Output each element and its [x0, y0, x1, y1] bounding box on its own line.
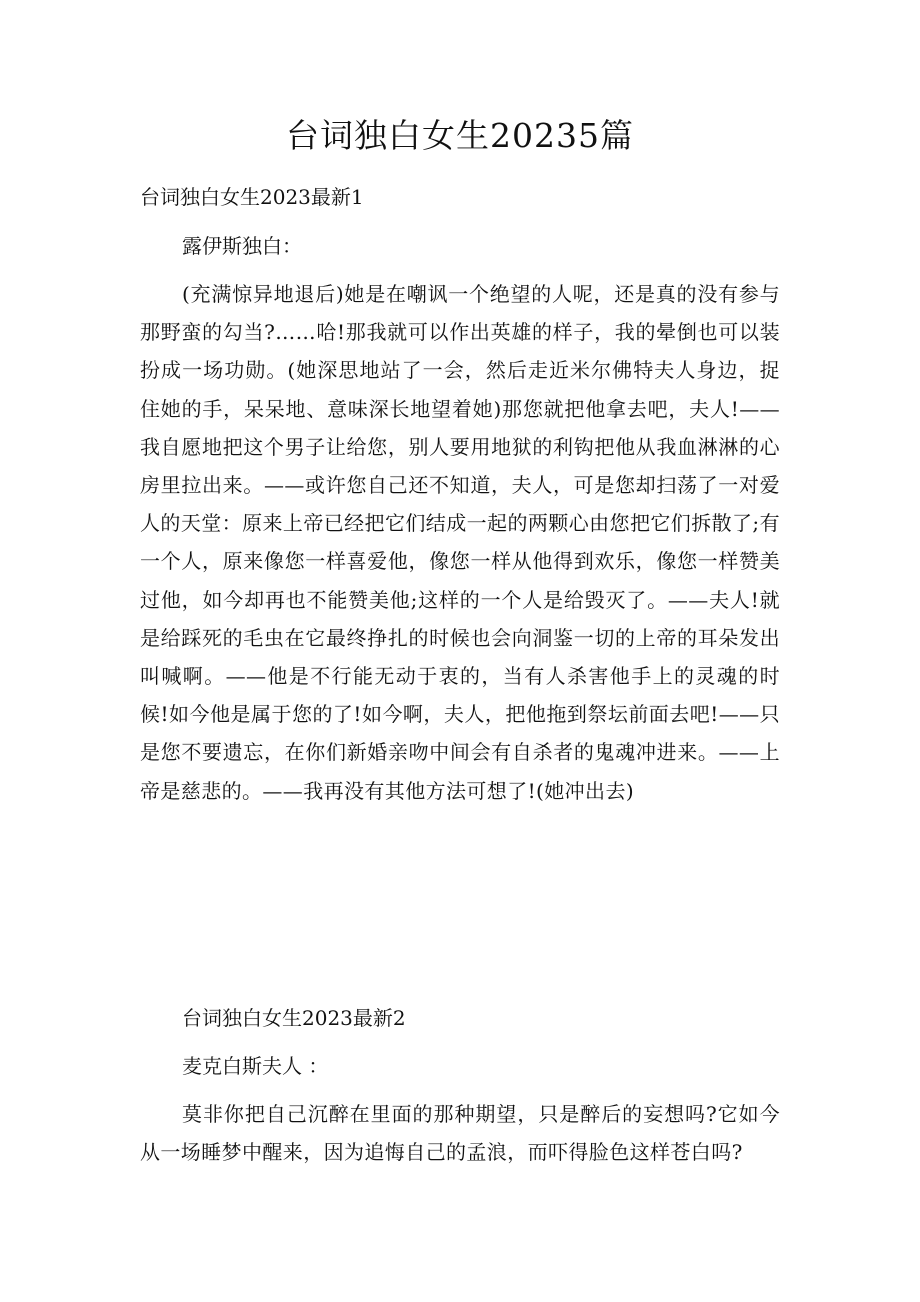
speaker-label-2: 麦克白斯夫人 ： — [182, 1054, 329, 1078]
speaker-label-1: 露伊斯独白： — [182, 234, 302, 258]
section-heading-1: 台词独白女生2023最新1 — [140, 185, 364, 209]
monologue-paragraph-1: (充满惊异地退后)她是在嘲讽一个绝望的人呢，还是真的没有参与那野蛮的勾当?……哈!那我就可以作出英雄的样子，我的晕倒也可以装扮成一场功勋。(她深思地站了一会，然后走近米尔佛特夫人身边，捉住她的手，呆呆地、意味深长地望着她)那您就把他拿去吧，夫人!——我自愿地把这个男子让给您，别人要用地狱的利钩把他从我血淋淋的心房里拉出来。——或许您自己还不知道，夫人，可是您却扫荡了一对爱人的天堂：原来上帝已经把它们结成一起的两颗心由您把它们拆散了;有一个人，原来像您一样喜爱他，像您一样从他得到欢乐，像您一样赞美过他，如今却再也不能赞美他;这样的一个人是给毁灭了。——夫人!就是给踩死的毛虫在它最终挣扎的时候也会向洞鉴一切的上帝的耳朵发出叫喊啊。——他是不行能无动于衷的，当有人杀害他手上的灵魂的时候!如今他是属于您的了!如今啊，夫人，把他拖到祭坛前面去吧!——只是您不要遗忘，在你们新婚亲吻中间会有自杀者的鬼魂冲进来。——上帝是慈悲的。——我再没有其他方法可想了!(她冲出去) — [140, 282, 780, 803]
section-heading-2: 台词独白女生2023最新2 — [182, 1006, 406, 1030]
document-title: 台词独白女生20235篇 — [286, 116, 634, 155]
monologue-paragraph-2: 莫非你把自己沉醉在里面的那种期望，只是醉后的妄想吗?它如今从一场睡梦中醒来，因为追悔自己的孟浪，而吓得脸色这样苍白吗? — [140, 1102, 780, 1165]
